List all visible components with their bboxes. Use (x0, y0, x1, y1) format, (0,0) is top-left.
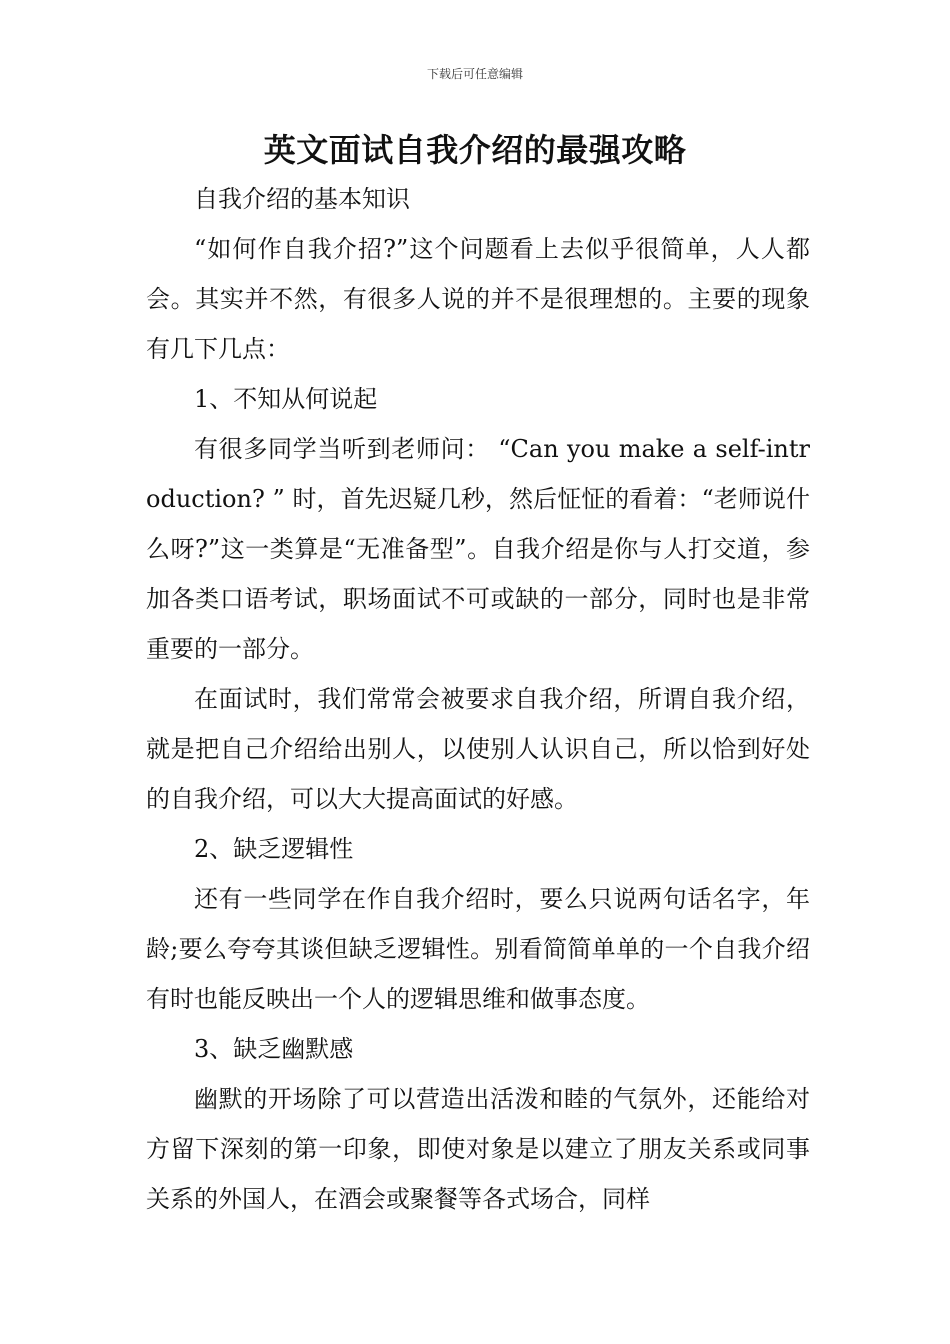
document-title: 英文面试自我介绍的最强攻略 (263, 131, 687, 169)
document-body (146, 174, 810, 1224)
paragraph-humor: 幽默的开场除了可以营造出活泼和睦的气氛外，还能给对方留下深刻的第一印象，即使对象是以建立了朋友关系或同事关系的外国人，在酒会或聚餐等各式场合，同样 (146, 1085, 810, 1213)
paragraph-interview-intro: 在面试时，我们常常会被要求自我介绍，所谓自我介绍，就是把自己介绍给出别人，以使别人认识自己，所以恰到好处的自我介绍，可以大大提高面试的好感。 (146, 685, 810, 813)
section-heading-1: 1、不知从何说起 (194, 385, 378, 413)
section-heading-basics: 自我介绍的基本知识 (194, 185, 410, 213)
section-heading-3: 3、缺乏幽默感 (194, 1035, 354, 1063)
section-heading-2: 2、缺乏逻辑性 (194, 835, 354, 863)
page-header-note: 下载后可任意编辑 (426, 67, 523, 81)
paragraph-intro-question: “如何作自我介招?”这个问题看上去似乎很简单，人人都会。其实并不然，有很多人说的并不是很理想的。主要的现象有几下几点： (146, 235, 810, 363)
paragraph-logic: 还有一些同学在作自我介绍时，要么只说两句话名字，年龄;要么夸夸其谈但缺乏逻辑性。别看简简单单的一个自我介绍有时也能反映出一个人的逻辑思维和做事态度。 (146, 885, 810, 1013)
paragraph-no-preparation: 有很多同学当听到老师问： “Can you make a self-introduction? ” 时，首先迟疑几秒，然后怔怔的看着：“老师说什么呀?”这一类算是“无准备型”。自我介绍是你与人打交道，参加各类口语考试，职场面试不可或缺的一部分，同时也是非常重要的一部分。 (146, 435, 810, 663)
